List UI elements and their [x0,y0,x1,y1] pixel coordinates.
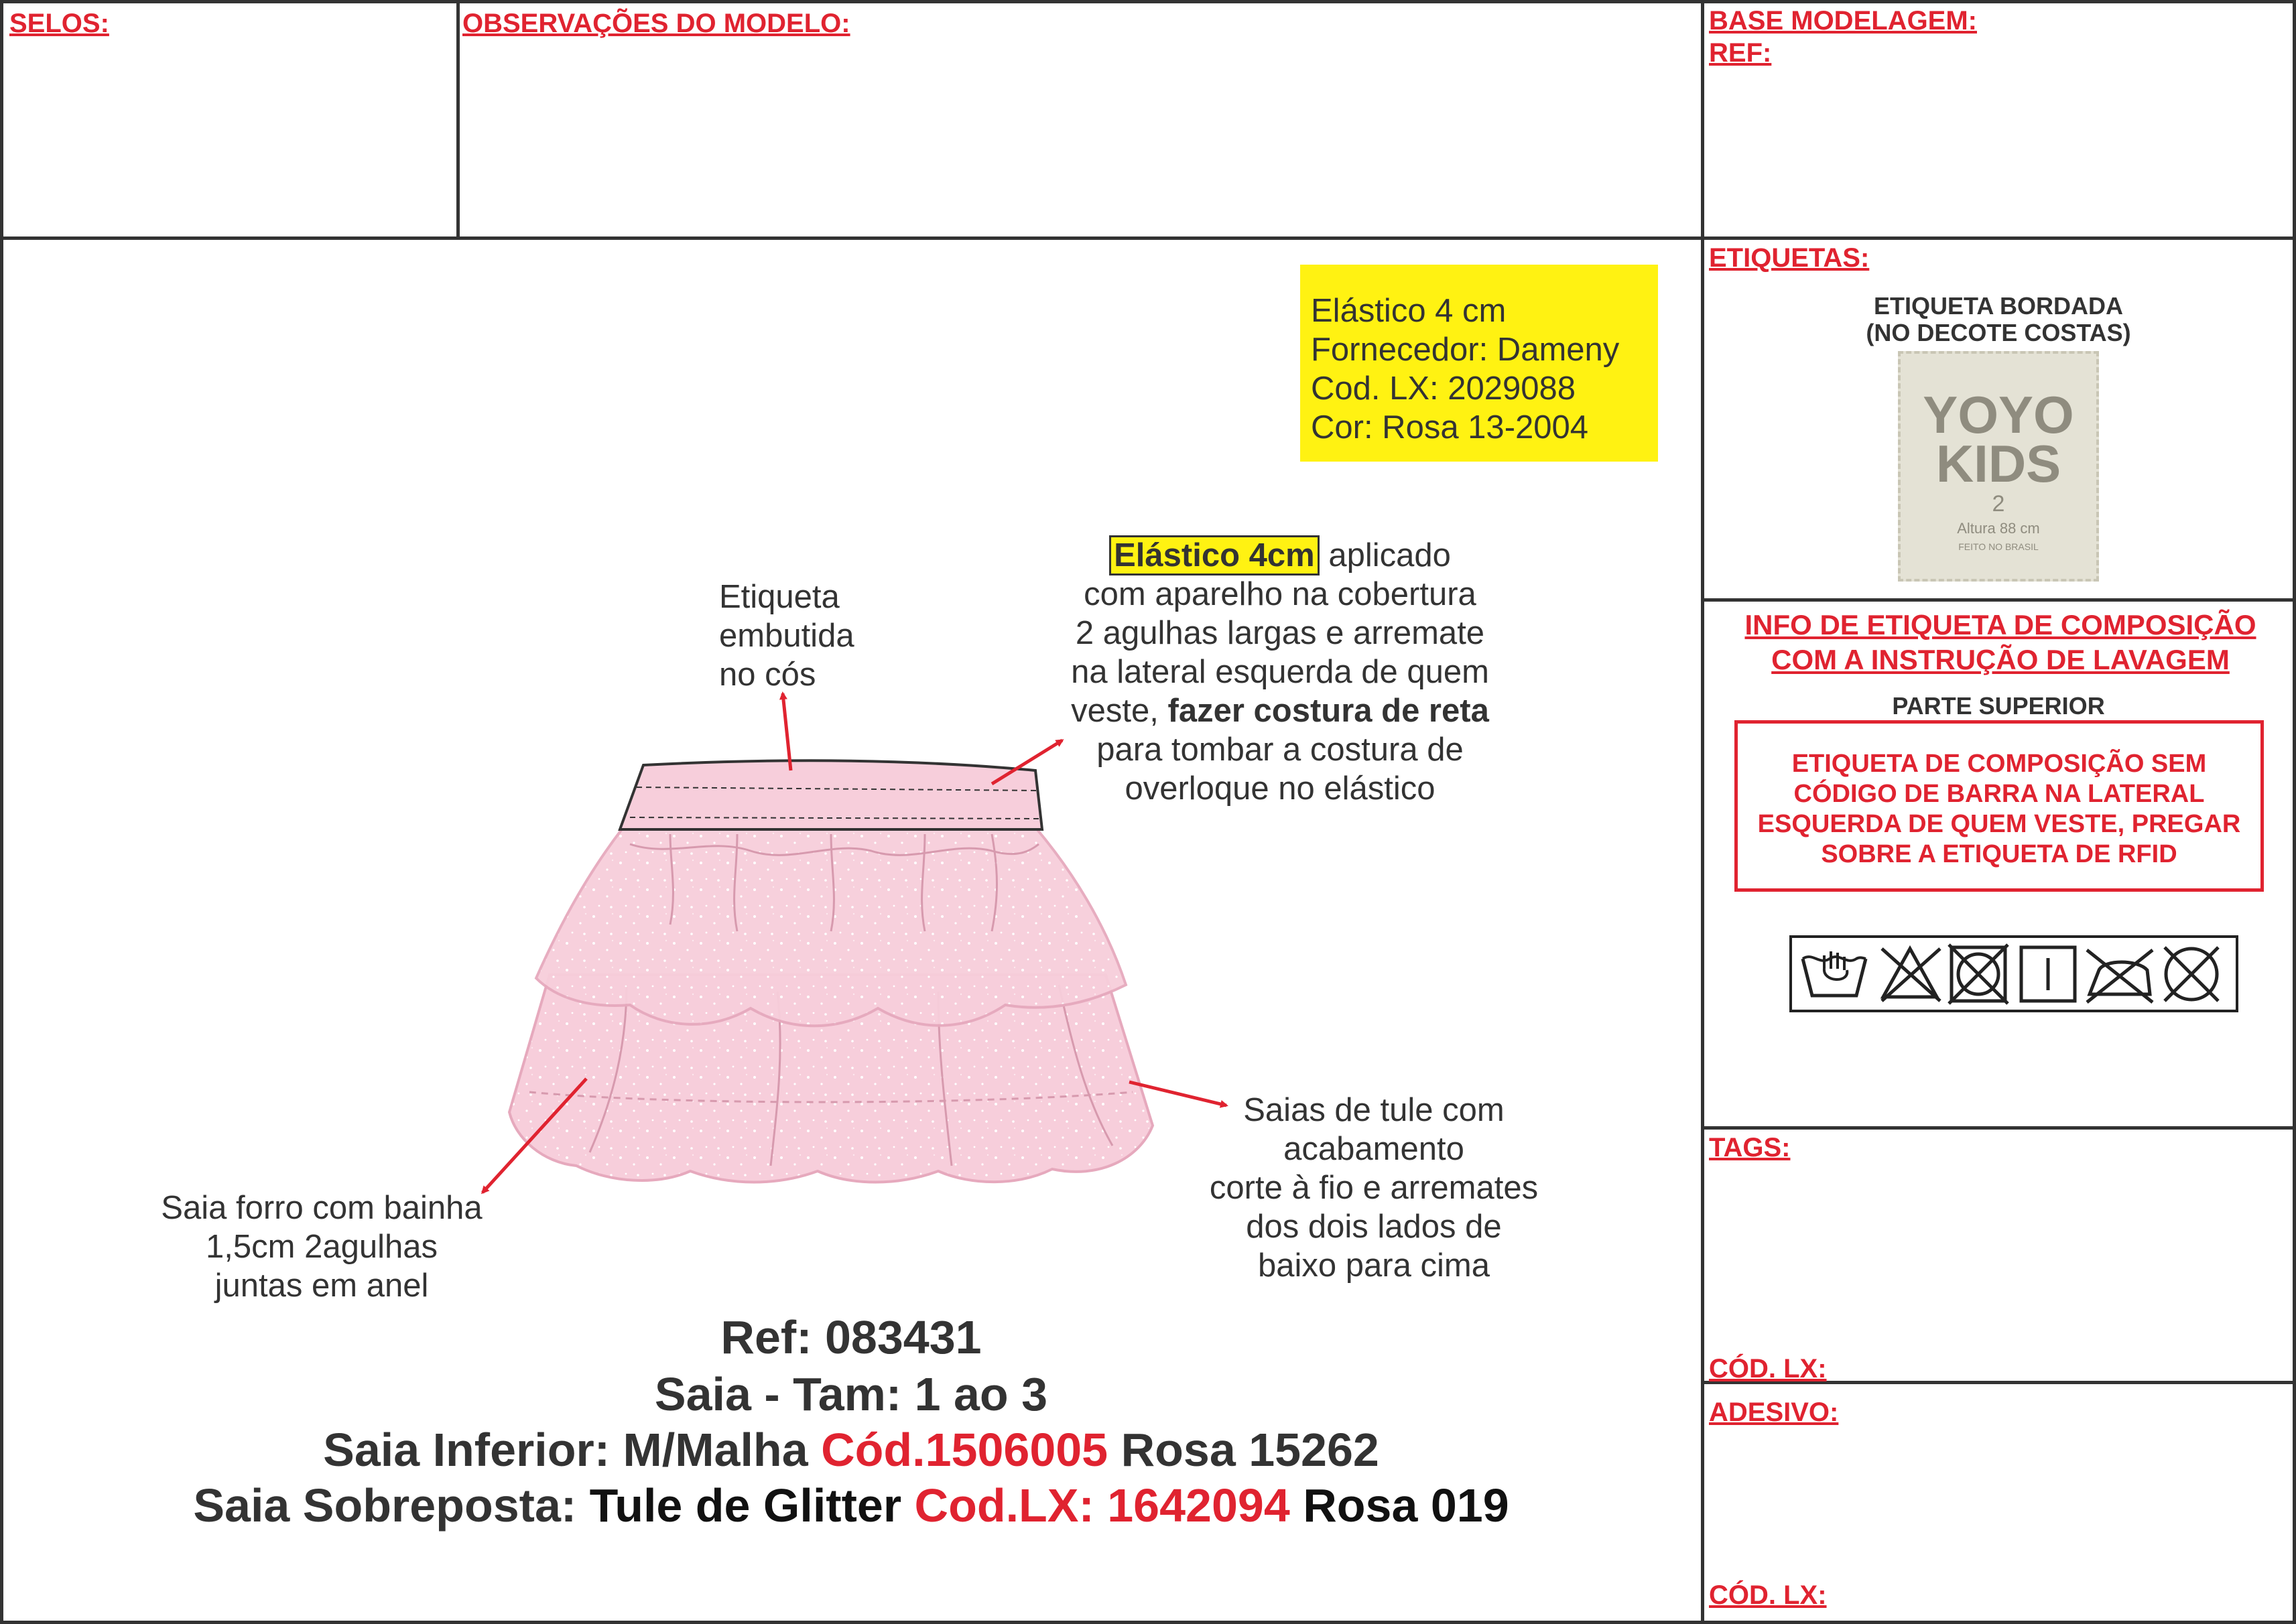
label-altura: Altura 88 cm [1957,520,2040,537]
info-composicao-header-1: INFO DE ETIQUETA DE COMPOSIÇÃO [1744,609,2256,640]
etiquetas-header: ETIQUETAS: [1709,243,1870,273]
annotation-line: no cós [719,657,816,693]
observacoes-header: OBSERVAÇÕES DO MODELO: [462,9,850,38]
no-tumble-dry-icon [1949,945,2008,1004]
saia-inferior-cor: Rosa 15262 [1108,1424,1379,1476]
annotation-bold-text: fazer costura de reta [1167,693,1489,729]
saia-sobreposta-cor: Rosa 019 [1289,1479,1509,1532]
ref-line: Ref: 083431 [720,1311,982,1363]
annotation-text: veste, [1071,693,1168,729]
annotation-line: com aparelho na cobertura [1084,576,1476,612]
label-feito: FEITO NO BRASIL [1958,541,2039,552]
composicao-warning-text [1738,749,2260,870]
parte-superior-caption: PARTE SUPERIOR [1892,692,2105,720]
label-logo-kids: KIDS [1935,434,2061,493]
annotation-line: 2 agulhas largas e arremate [1075,615,1485,651]
warning-line: SOBRE A ETIQUETA DE RFID [1821,840,2177,868]
elastico-highlight: Elástico 4cm [1109,535,1320,576]
saia-sobreposta-line [0,1478,1702,1533]
elastic-spec-line: Elástico 4 cm [1311,293,1507,329]
warning-line: ETIQUETA DE COMPOSIÇÃO SEM [1791,750,2207,778]
annotation-line: dos dois lados de [1246,1209,1502,1245]
annotation-line: overloque no elástico [1125,770,1436,807]
saia-inferior-line [0,1422,1702,1477]
label-size: 2 [1992,491,2005,517]
elastic-spec-line: Cor: Rosa 13-2004 [1311,409,1589,446]
annotation-line: Etiqueta [719,579,840,615]
saia-sobreposta-label: Saia Sobreposta: [193,1479,590,1532]
annotation-line: baixo para cima [1258,1247,1490,1284]
saia-sobreposta-cod: Cod.LX: 1642094 [914,1479,1290,1532]
annotation-line: corte à fio e arremates [1209,1170,1539,1206]
annotation-line: 1,5cm 2agulhas [206,1229,438,1265]
annotation-line: juntas em anel [214,1268,429,1304]
yoyo-kids-label [1898,351,2099,582]
etiqueta-arrow [783,693,791,770]
annotation-line: embutida [719,618,854,654]
elastic-spec-line: Fornecedor: Dameny [1311,332,1620,368]
base-modelagem-header: BASE MODELAGEM: [1709,6,1977,36]
annotation-text: aplicado [1319,537,1451,573]
adesivo-header: ADESIVO: [1709,1398,1839,1427]
saia-line: Saia - Tam: 1 ao 3 [654,1368,1048,1420]
label-logo-yoyo: YOYO [1923,385,2074,444]
info-composicao-header-2: COM A INSTRUÇÃO DE LAVAGEM [1771,644,2230,675]
tags-box [1701,1126,2296,1384]
etiqueta-bordada-caption-2: (NO DECOTE COSTAS) [1866,319,2131,346]
annotation-line: acabamento [1283,1131,1464,1167]
care-instructions [1789,935,2238,1012]
annotation-line: Saia forro com bainha [161,1190,483,1226]
saia-inferior-label: Saia Inferior: M/Malha [323,1424,822,1476]
etiqueta-bordada-caption: ETIQUETA BORDADA [1874,292,2123,320]
composicao-warning-box [1734,720,2264,892]
saia-inferior-cod: Cód.1506005 [821,1424,1108,1476]
warning-line: CÓDIGO DE BARRA NA LATERAL [1793,780,2205,808]
elastic-spec-line: Cod. LX: 2029088 [1311,370,1576,407]
annotation-line: na lateral esquerda de quem [1071,654,1489,690]
warning-line: ESQUERDA DE QUEM VESTE, PREGAR [1757,810,2241,838]
tags-header: TAGS: [1709,1133,1791,1162]
annotation-line: para tombar a costura de [1096,732,1464,768]
annotation-line: Saias de tule com [1243,1092,1505,1128]
adesivo-cod-lx: CÓD. LX: [1709,1580,1827,1610]
ref-header: REF: [1709,38,1772,68]
tags-cod-lx: CÓD. LX: [1709,1354,1827,1383]
saia-sobreposta-material: Tule de Glitter [589,1479,915,1532]
selos-header: SELOS: [9,9,109,38]
